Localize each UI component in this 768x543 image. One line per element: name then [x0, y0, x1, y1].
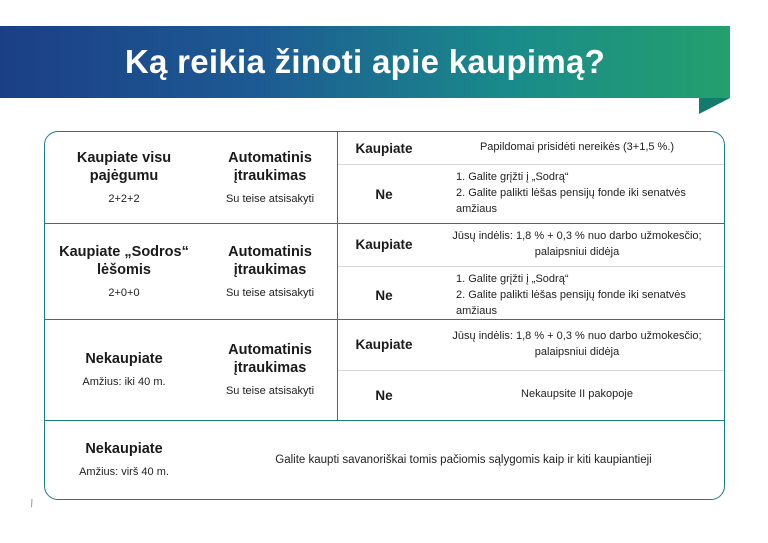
- outcome-text: 1. Galite grįžti į „Sodrą“ 2. Galite palikti lėšas pensijų fonde iki senatvės amžiaus: [456, 272, 686, 317]
- outcome-row: [338, 224, 724, 267]
- outcome-description: [430, 267, 724, 325]
- group-enrollment-cell: [203, 320, 338, 420]
- table-row-last: [45, 421, 724, 499]
- outcome-label: Kaupiate: [355, 337, 413, 353]
- enrollment-title: Automatinis įtraukimas: [228, 149, 312, 184]
- banner-fold-decoration: [699, 98, 730, 114]
- outcome-description: [430, 371, 724, 421]
- group-scenario-cell: [45, 132, 203, 223]
- enrollment-title: Automatinis įtraukimas: [228, 342, 312, 377]
- header-banner: [0, 26, 730, 98]
- outcome-label: Ne: [375, 387, 393, 403]
- group-scenario-cell: [45, 320, 203, 420]
- scenario-subtitle: 2+2+2: [108, 192, 140, 205]
- outcome-description: [430, 165, 724, 223]
- enrollment-subtitle: Su teise atsisakyti: [225, 192, 315, 205]
- outcome-row: [338, 165, 724, 223]
- outcome-label: Kaupiate: [355, 140, 413, 156]
- group-outcomes: [338, 320, 724, 420]
- outcome-description: [430, 224, 724, 266]
- outcome-label: Ne: [375, 288, 393, 304]
- enrollment-title: Automatinis įtraukimas: [228, 243, 312, 278]
- outcome-label: Ne: [375, 186, 393, 202]
- outcome-row: [338, 267, 724, 325]
- group-scenario-cell: [45, 224, 203, 319]
- outcome-row: [338, 320, 724, 371]
- group-scenario-cell: [45, 436, 203, 483]
- group-enrollment-cell: [203, 224, 338, 319]
- outcome-text: Jūsų indėlis: 1,8 % + 0,3 % nuo darbo užmokesčio; palaipsniui didėja: [452, 329, 702, 358]
- group-outcomes: [338, 132, 724, 223]
- outcome-description: [430, 320, 724, 370]
- group-enrollment-cell: [203, 132, 338, 223]
- outcome-description: [430, 132, 724, 164]
- table-row: [45, 224, 724, 320]
- scenario-subtitle: 2+0+0: [108, 286, 140, 299]
- scenario-title: Nekaupiate: [85, 351, 163, 368]
- comparison-table: [44, 131, 725, 500]
- outcome-text: 1. Galite grįžti į „Sodrą“ 2. Galite palikti lėšas pensijų fonde iki senatvės amžiaus: [456, 171, 686, 216]
- table-row: [45, 132, 724, 224]
- outcome-text: Jūsų indėlis: 1,8 % + 0,3 % nuo darbo užmokesčio; palaipsniui didėja: [452, 230, 702, 258]
- scenario-subtitle: Amžius: virš 40 m.: [79, 466, 169, 479]
- last-row-description: Galite kaupti savanoriškai tomis pačiomis sąlygomis kaip ir kiti kaupiantieji: [275, 454, 652, 466]
- page-title: Ką reikia žinoti apie kaupimą?: [124, 43, 606, 80]
- table-row: [45, 320, 724, 421]
- outcome-text: Papildomai prisidėti nereikės (3+1,5 %.): [479, 141, 675, 154]
- outcome-label: Kaupiate: [355, 237, 413, 253]
- outcome-row: [338, 371, 724, 421]
- scenario-title: Kaupiate „Sodros“ lėšomis: [59, 243, 189, 278]
- scenario-subtitle: Amžius: iki 40 m.: [82, 376, 166, 389]
- group-outcomes: [338, 224, 724, 319]
- outcome-text: Nekaupsite II pakopoje: [521, 388, 633, 401]
- enrollment-subtitle: Su teise atsisakyti: [225, 385, 315, 398]
- scenario-title: Nekaupiate: [85, 441, 163, 458]
- scenario-title: Kaupiate visu pajėgumu: [76, 149, 172, 184]
- enrollment-subtitle: Su teise atsisakyti: [225, 286, 315, 299]
- corner-mark: \: [28, 497, 35, 511]
- outcome-row: [338, 132, 724, 165]
